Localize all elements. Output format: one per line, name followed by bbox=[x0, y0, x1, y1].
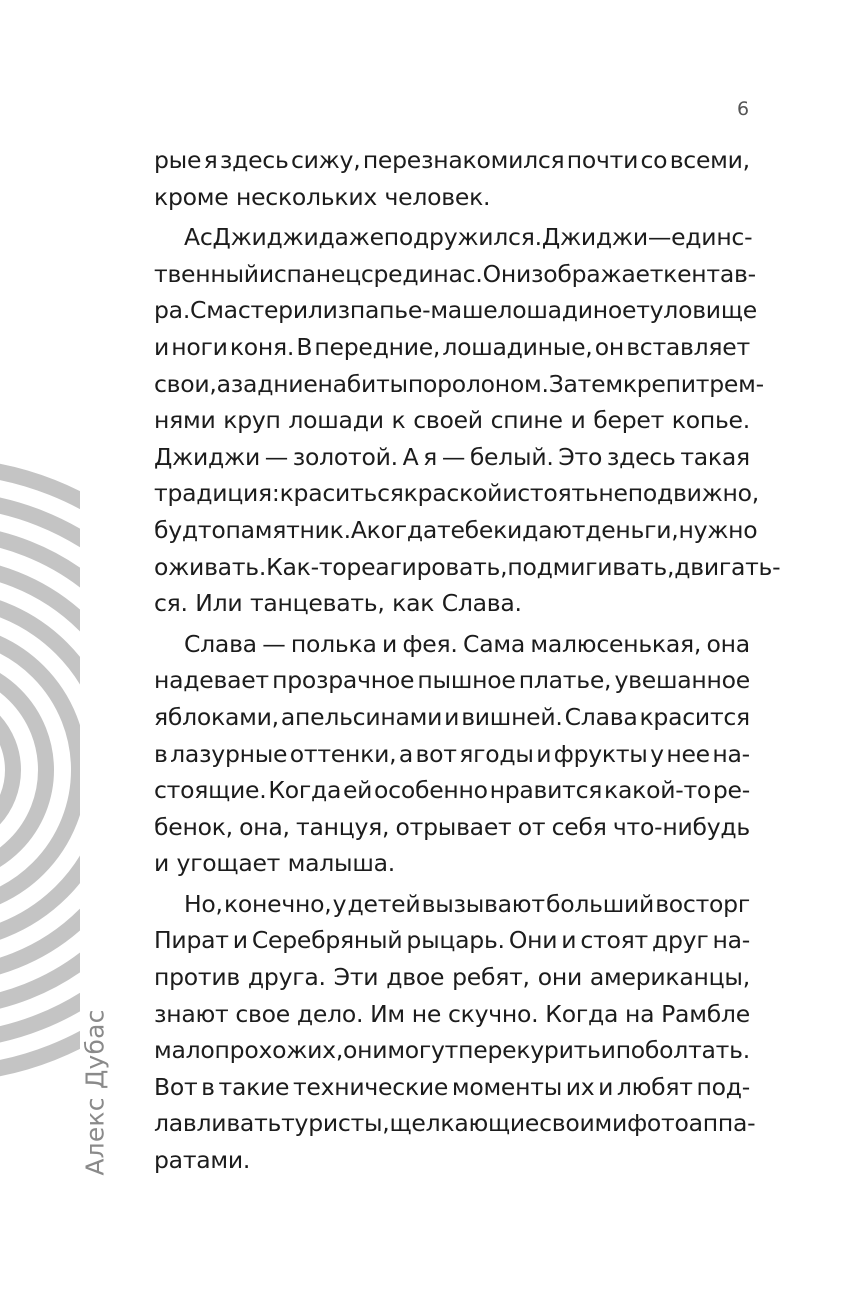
word: себя bbox=[551, 812, 607, 841]
word: А bbox=[402, 442, 419, 471]
word: задние bbox=[230, 369, 318, 398]
word: малюсенькая, bbox=[530, 629, 702, 658]
word: оживать. bbox=[154, 552, 267, 581]
word: ноги bbox=[171, 332, 228, 361]
word: кроме bbox=[154, 182, 229, 211]
paragraph bbox=[154, 626, 750, 882]
paragraph bbox=[154, 219, 781, 622]
word: вишней. bbox=[461, 702, 563, 731]
body-text bbox=[154, 142, 781, 1179]
word: тебе bbox=[437, 515, 494, 544]
word: Джиджи bbox=[154, 442, 260, 471]
text-line bbox=[154, 292, 757, 329]
word: лошадиные, bbox=[442, 332, 593, 361]
word: двигать- bbox=[674, 552, 781, 581]
word: на bbox=[624, 999, 655, 1028]
word: и bbox=[570, 406, 586, 435]
paragraph bbox=[154, 886, 756, 1179]
word: почти bbox=[566, 146, 639, 174]
word: и bbox=[598, 1072, 614, 1101]
word: стоять bbox=[517, 479, 599, 508]
word: я bbox=[203, 146, 218, 174]
word: прохожих, bbox=[214, 1036, 344, 1065]
word: яблоками, bbox=[154, 702, 279, 731]
word: бенок, bbox=[154, 812, 233, 841]
word: фрукты bbox=[553, 739, 648, 768]
word: к bbox=[391, 406, 406, 435]
word: Когда bbox=[268, 776, 342, 805]
word: она bbox=[706, 629, 750, 658]
word: туристы, bbox=[281, 1109, 390, 1138]
word: золотой. bbox=[292, 442, 398, 471]
word: Когда bbox=[545, 999, 619, 1028]
text-line bbox=[154, 439, 750, 476]
word: кидают bbox=[493, 515, 586, 544]
text-line bbox=[154, 1069, 750, 1106]
word: вызывают bbox=[421, 889, 545, 918]
word: нескольких bbox=[235, 182, 378, 211]
word: Смастерил bbox=[190, 296, 323, 325]
word: своей bbox=[413, 406, 483, 435]
word: Слава. bbox=[441, 589, 522, 618]
word: лазурные bbox=[170, 739, 288, 768]
word: и bbox=[561, 926, 577, 955]
word: от bbox=[517, 812, 546, 841]
text-line bbox=[154, 512, 758, 549]
word: и bbox=[600, 1036, 616, 1065]
word: моменты bbox=[451, 1072, 562, 1101]
text-line bbox=[154, 626, 750, 663]
word: она, bbox=[239, 812, 290, 841]
text-line bbox=[154, 256, 756, 293]
text-line bbox=[154, 996, 750, 1033]
word: краской bbox=[403, 479, 503, 508]
word: белый. bbox=[469, 442, 554, 471]
word: друг bbox=[652, 926, 709, 955]
word: неподвижно, bbox=[598, 479, 759, 508]
word: туловище bbox=[636, 296, 757, 325]
word: против bbox=[154, 963, 240, 992]
word: лавливать bbox=[154, 1109, 282, 1138]
word: стоят bbox=[580, 926, 648, 955]
word: апельсинами bbox=[280, 702, 443, 731]
page-number: 6 bbox=[736, 98, 750, 120]
word: в bbox=[154, 739, 168, 768]
word: — bbox=[262, 629, 286, 658]
word: поролоном. bbox=[407, 369, 549, 398]
word: Затем bbox=[548, 369, 623, 398]
word: прозрачное bbox=[272, 666, 415, 695]
word: а bbox=[398, 739, 413, 768]
word: они bbox=[343, 1036, 388, 1065]
word: и bbox=[536, 739, 552, 768]
word: восторг bbox=[655, 889, 750, 918]
word: памятник. bbox=[225, 515, 351, 544]
decorative-arc bbox=[0, 697, 13, 843]
word: на- bbox=[712, 739, 750, 768]
word: Как-то bbox=[266, 552, 347, 581]
word: щелкающие bbox=[389, 1109, 540, 1138]
word: — bbox=[647, 223, 672, 252]
word: вставляет bbox=[626, 332, 750, 361]
word: оттенки, bbox=[289, 739, 397, 768]
word: они bbox=[537, 963, 582, 992]
word: не bbox=[411, 999, 442, 1028]
word: традиция: bbox=[154, 479, 280, 508]
word: он bbox=[594, 332, 624, 361]
word: нас. bbox=[433, 259, 483, 288]
word: дело. bbox=[296, 999, 364, 1028]
word: своими bbox=[539, 1109, 628, 1138]
word: Но, bbox=[184, 889, 223, 918]
word: красится bbox=[639, 702, 750, 731]
text-line bbox=[154, 1105, 756, 1142]
word: копье. bbox=[671, 406, 750, 435]
word: Вот bbox=[154, 1072, 198, 1101]
word: реагировать, bbox=[346, 552, 508, 581]
word: мало bbox=[154, 1036, 215, 1065]
word: друга. bbox=[247, 963, 326, 992]
word: Джиджи bbox=[541, 223, 648, 252]
word: фея. bbox=[402, 629, 458, 658]
word: больший bbox=[545, 889, 655, 918]
word: спине bbox=[490, 406, 563, 435]
arcs-graphic bbox=[0, 455, 80, 1085]
word: американцы, bbox=[589, 963, 750, 992]
word: Слава bbox=[184, 629, 257, 658]
word: угощает bbox=[176, 849, 281, 878]
word: крепит bbox=[622, 369, 710, 398]
word: будто bbox=[154, 515, 226, 544]
word: двое bbox=[386, 963, 445, 992]
word: малыша. bbox=[287, 849, 395, 878]
text-line bbox=[154, 845, 750, 882]
word: — bbox=[441, 442, 466, 471]
word: лошадиное bbox=[497, 296, 637, 325]
word: знают bbox=[154, 999, 229, 1028]
text-line bbox=[154, 366, 764, 403]
word: особенно bbox=[374, 776, 488, 805]
word: нее bbox=[666, 739, 710, 768]
word: В bbox=[296, 332, 313, 361]
word: и bbox=[502, 479, 518, 508]
word: рыцарь. bbox=[406, 926, 505, 955]
word: здесь bbox=[219, 146, 289, 174]
word: перезнакомился bbox=[362, 146, 565, 174]
word: краситься bbox=[279, 479, 404, 508]
word: и bbox=[444, 702, 460, 731]
word: кентав- bbox=[663, 259, 756, 288]
word: когда bbox=[366, 515, 437, 544]
text-line bbox=[154, 1032, 750, 1069]
word: папье-маше bbox=[349, 296, 498, 325]
word: у bbox=[332, 889, 347, 918]
word: что-нибудь bbox=[612, 812, 750, 841]
word: подмигивать, bbox=[507, 552, 675, 581]
word: человек. bbox=[384, 182, 491, 211]
word: и bbox=[154, 332, 170, 361]
word: рые bbox=[154, 146, 202, 174]
word: ребят, bbox=[452, 963, 530, 992]
word: могут bbox=[387, 1036, 459, 1065]
word: ся. bbox=[154, 589, 188, 618]
word: Пират bbox=[154, 926, 229, 955]
word: Слава bbox=[564, 702, 638, 731]
text-line bbox=[154, 922, 750, 959]
word: передние, bbox=[314, 332, 441, 361]
word: Рамбле bbox=[661, 999, 750, 1028]
word: а bbox=[216, 369, 231, 398]
word: свое bbox=[235, 999, 290, 1028]
word: Серебряный bbox=[251, 926, 403, 955]
word: круп bbox=[223, 406, 281, 435]
word: какой-то bbox=[604, 776, 712, 805]
word: такая bbox=[680, 442, 750, 471]
word: ягоды bbox=[459, 739, 534, 768]
word: свои, bbox=[154, 369, 217, 398]
text-line bbox=[154, 475, 759, 512]
word: под- bbox=[696, 1072, 750, 1101]
text-line bbox=[154, 179, 750, 216]
word: Им bbox=[370, 999, 405, 1028]
word: стоящие. bbox=[154, 776, 267, 805]
word: Сама bbox=[463, 629, 525, 658]
word: ра. bbox=[154, 296, 191, 325]
word: испанец bbox=[258, 259, 361, 288]
word: надевает bbox=[154, 666, 269, 695]
word: Джиджи bbox=[212, 223, 319, 252]
word: пышное bbox=[417, 666, 516, 695]
word: со bbox=[640, 146, 668, 174]
author-name bbox=[74, 1009, 116, 1176]
word: А bbox=[350, 515, 367, 544]
text-line bbox=[154, 142, 750, 179]
word: их bbox=[565, 1072, 595, 1101]
word: подружился. bbox=[383, 223, 542, 252]
word: Он bbox=[482, 259, 516, 288]
text-line bbox=[154, 959, 750, 996]
word: берет bbox=[593, 406, 665, 435]
concentric-arcs-decoration bbox=[0, 455, 80, 1085]
word: нями bbox=[154, 406, 216, 435]
word: и bbox=[154, 849, 170, 878]
word: рем- bbox=[709, 369, 764, 398]
word: вот bbox=[415, 739, 457, 768]
word: коня. bbox=[229, 332, 295, 361]
word: твенный bbox=[154, 259, 259, 288]
word: полька bbox=[290, 629, 377, 658]
word: сижу, bbox=[290, 146, 361, 174]
word: конечно, bbox=[223, 889, 332, 918]
word: здесь bbox=[606, 442, 676, 471]
word: нужно bbox=[678, 515, 758, 544]
text-line bbox=[154, 662, 750, 699]
word: любят bbox=[616, 1072, 693, 1101]
word: увешанное bbox=[614, 666, 750, 695]
text-line bbox=[154, 585, 750, 622]
word: у bbox=[650, 739, 664, 768]
word: ре- bbox=[712, 776, 750, 805]
word: на- bbox=[712, 926, 750, 955]
word: танцуя, bbox=[296, 812, 390, 841]
word: деньги, bbox=[585, 515, 679, 544]
word: скучно. bbox=[448, 999, 539, 1028]
word: нравится bbox=[489, 776, 603, 805]
word: платье, bbox=[518, 666, 612, 695]
word: ратами. bbox=[154, 1146, 251, 1175]
text-line bbox=[154, 886, 750, 923]
text-line bbox=[154, 329, 750, 366]
text-line bbox=[154, 736, 750, 773]
word: из bbox=[322, 296, 350, 325]
word: фотоаппа- bbox=[627, 1109, 756, 1138]
word: отрывает bbox=[395, 812, 512, 841]
word: и bbox=[382, 629, 398, 658]
word: Это bbox=[558, 442, 603, 471]
text-line bbox=[154, 402, 750, 439]
word: — bbox=[264, 442, 288, 471]
word: ей bbox=[342, 776, 373, 805]
word: среди bbox=[360, 259, 434, 288]
word: и bbox=[232, 926, 248, 955]
word: танцевать, bbox=[249, 589, 385, 618]
word: поболтать. bbox=[615, 1036, 750, 1065]
word: перекурить bbox=[458, 1036, 601, 1065]
word: детей bbox=[347, 889, 421, 918]
text-line bbox=[154, 772, 750, 809]
word: технические bbox=[292, 1072, 449, 1101]
text-line bbox=[154, 219, 753, 256]
text-line bbox=[154, 809, 750, 846]
word: единс- bbox=[671, 223, 753, 252]
word: с bbox=[199, 223, 213, 252]
word: набиты bbox=[317, 369, 408, 398]
word: Они bbox=[508, 926, 558, 955]
word: в bbox=[201, 1072, 215, 1101]
text-line bbox=[154, 549, 781, 586]
word: я bbox=[423, 442, 438, 471]
word: такие bbox=[218, 1072, 290, 1101]
word: даже bbox=[318, 223, 384, 252]
word: всеми, bbox=[669, 146, 750, 174]
paragraph bbox=[154, 142, 750, 215]
text-line bbox=[154, 1142, 750, 1179]
text-line bbox=[154, 699, 750, 736]
word: Эти bbox=[333, 963, 379, 992]
word: изображает bbox=[515, 259, 664, 288]
author-name-text: Алекс Дубас bbox=[80, 1009, 110, 1176]
word: как bbox=[392, 589, 435, 618]
word: А bbox=[184, 223, 200, 252]
word: Или bbox=[195, 589, 243, 618]
word: лошади bbox=[288, 406, 384, 435]
